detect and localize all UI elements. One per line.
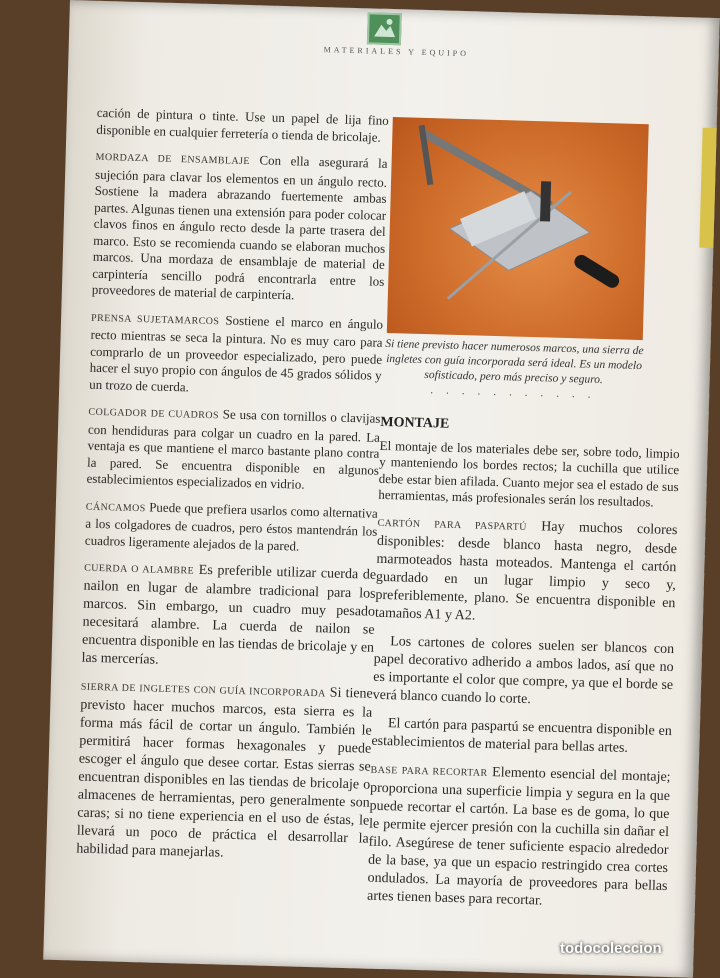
section-colgador: [86, 403, 380, 496]
text-base: Elemento esencial del montaje; proporciona una superficie limpia y segura en la que puede recortar el cartón. La base es de goma, lo que le permite ejercer presión con la cuchilla sin dañar el filo. Asegúrese de tener suficiente espacio alrededor de la base, ya que un espacio restringido crea cortes ondulados. La mayoría de proveedores para bellas artes tienen bases para recortar.: [366, 764, 671, 909]
chapter-logo-icon: [367, 12, 402, 45]
heading-prensa: PRENSA SUJETAMARCOS: [90, 312, 220, 327]
watermark: todocoleccion: [560, 940, 662, 957]
heading-cancamos: CÁNCAMOS: [85, 501, 146, 514]
heading-carton: CARTÓN PARA PASPARTÚ: [377, 517, 527, 533]
left-column: [76, 105, 389, 877]
miter-saw-photo: [387, 117, 649, 340]
section-title-montaje: MONTAJE: [380, 414, 450, 432]
section-cuerda: [81, 559, 376, 676]
section-base: [367, 760, 671, 913]
paragraph-carton-disponible: El cartón para paspartú se encuentra disponible en establecimientos de material para bellas artes.: [371, 715, 673, 756]
section-sierra: [76, 678, 373, 867]
heading-base: BASE PARA RECORTAR: [370, 764, 488, 779]
text-montaje: El montaje de los materiales debe ser, sobre todo, limpio y manteniendo los bordes rectos; la cuchilla que utilice debe estar bien afilada. Cuanto mejor sea el estado de sus herramientas, más profesionales serán los resultados.: [378, 437, 680, 510]
paragraph-lija: cación de pintura o tinte. Use un papel de lija fino disponible en cualquier ferretería o tienda de bricolaje.: [96, 104, 389, 145]
text-prensa: Sostiene el marco en ángulo recto mientras se seca la pintura. No es muy caro para comprarlo de un proveedor especializado, pero puede hacer el suyo propio con ángulos de 45 grados sólidos y un trozo de cuerda.: [89, 311, 384, 394]
running-head: MATERIALES Y EQUIPO: [323, 45, 470, 59]
text-mordaza: Con ella asegurará la sujeción para clavar los elementos en un ángulo recto. Sostiene la madera abrazando fuertemente ambas partes. Algunas tienen una extensión para poder colocar clavos finos en ángulo recto desde la parte trasera del marco. Esto se recomienda cuando se elaboran muchos marcos. Una mordaza de ensamblaje de material de carpintería sencillo podrá encontrarla entre los proveedores de material de carpintería.: [91, 152, 388, 303]
section-prensa: [89, 308, 383, 401]
text-cuerda: Es preferible utilizar cuerda de nailon en lugar de alambre tradicional para los marcos. Sin embargo, un cuadro muy pesado necesitará alambre. La cuerda de nailon se encuentra disponible en las tiendas de bricolaje y en las mercerías.: [81, 562, 377, 668]
heading-sierra: SIERRA DE INGLETES CON GUÍA INCORPORADA: [80, 681, 326, 700]
section-carton: [375, 513, 678, 630]
text-sierra: Si tiene previsto hacer muchos marcos, esta sierra es la forma más fácil de cortar un ángulo. También le permitirá hacer formas hexagonales y puede escoger el ángulo que desee cortar. Estas sierras se encuentran disponibles en las tiendas de bricolaje o almacenes de herramientas, pero generalmente son caras; si no tiene experiencia en el uso de éstas, le llevará un poco de práctica el desarrollar la habilidad para manejarlas.: [76, 685, 373, 861]
text-carton: Hay muchos colores disponibles: desde blanco hasta negro, desde marmoteados hasta moteados. Mantenga el cartón guardado en un lugar limpio y seco y, preferiblemente, plano. Se encuentra disponible en tamaños A1 y A2.: [374, 518, 678, 624]
section-cancamos: [85, 497, 378, 557]
heading-colgador: COLGADOR DE CUADROS: [88, 406, 220, 422]
book-page: [43, 0, 720, 978]
heading-mordaza: MORDAZA DE ENSAMBLAJE: [95, 151, 251, 168]
heading-cuerda: CUERDA O ALAMBRE: [83, 562, 195, 577]
text-cancamos: Puede que prefiera usarlos como alternativa a los colgadores de cuadros, pero éstos mantendrán los cuadros ligeramente alejados de la pared.: [84, 498, 379, 554]
caption-dots: . . . . . . . . . . .: [430, 384, 597, 401]
caption-text: Si tiene previsto hacer numerosos marcos, una sierra de ingletes con guía incorporada será ideal. Es un modelo sofisticado, pero más preciso y seguro.: [385, 337, 644, 387]
paragraph-carton-colores: Los cartones de colores suelen ser blancos con papel decorativo adherido a ambos lados, así que no es importante el color que compre, ya que el borde se verá blanco cuando lo corte.: [372, 633, 675, 707]
page-tab: [699, 128, 716, 248]
section-mordaza: [92, 148, 388, 307]
text-colgador: Se usa con tornillos o clavijas con hendiduras para colgar un cuadro en la pared. La ventaja es que mantiene el marco bastante plano contra la pared. Se encuentra disponible en algunos establecimientos especializados en vidrio.: [86, 406, 381, 492]
right-column: [367, 409, 681, 924]
photo-caption: [377, 337, 651, 405]
